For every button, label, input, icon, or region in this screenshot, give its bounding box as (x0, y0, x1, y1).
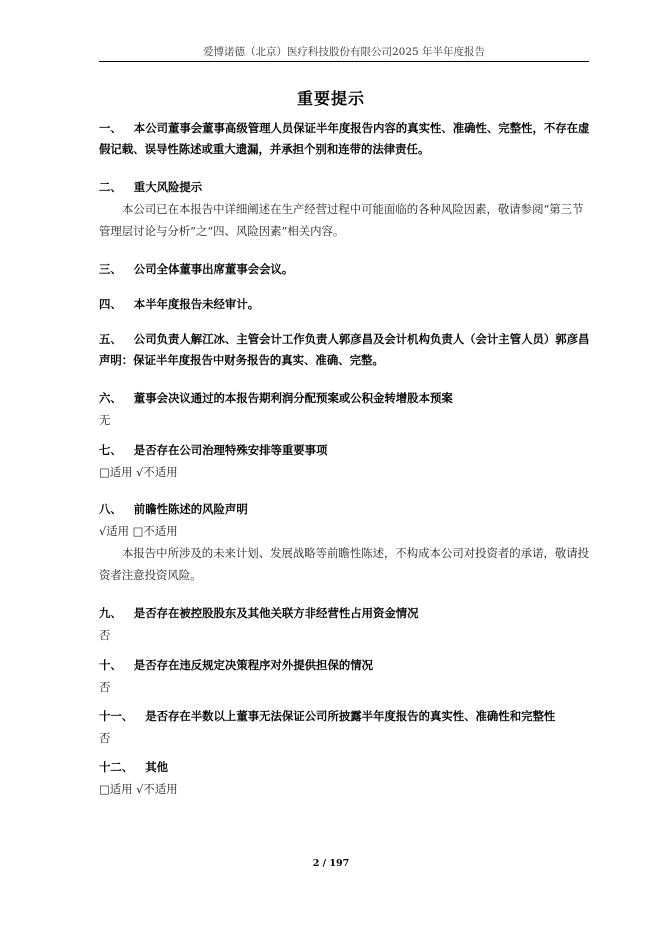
section-7 (99, 440, 591, 483)
section-heading-text: 本公司董事会董事高级管理人员保证半年度报告内容的真实性、准确性、完整性，不存在虚假记载、误导性陈述或重大遗漏，并承担个别和连带的法律责任。 (99, 121, 590, 156)
section-number: 八、 (99, 502, 122, 516)
section-number: 十、 (99, 658, 122, 672)
section-3-heading (99, 259, 591, 280)
section-number: 一、 (99, 121, 122, 135)
section-12-answer: □适用 √不适用 (99, 782, 178, 796)
section-12 (99, 757, 591, 800)
section-heading-text: 本半年度报告未经审计。 (133, 297, 260, 311)
section-4 (99, 294, 591, 315)
section-10-answer: 否 (99, 680, 111, 694)
section-4-heading (99, 294, 591, 315)
header-divider (99, 61, 589, 62)
page-title: 重要提示 (296, 89, 365, 108)
section-10-heading (99, 655, 591, 676)
section-2-body: 本公司已在本报告中详细阐述在生产经营过程中可能面临的各种风险因素，敬请参阅“第三节管理层讨论与分析”之“四、风险因素”相关内容。 (99, 202, 584, 238)
section-heading-text: 公司负责人解江冰、主管会计工作负责人郭彦昌及会计机构负责人（会计主管人员）郭彦昌声明：保证半年度报告中财务报告的真实、准确、完整。 (99, 332, 590, 367)
section-11-heading (99, 706, 591, 727)
section-7-answer: □适用 √不适用 (99, 465, 178, 479)
section-heading-text: 前瞻性陈述的风险声明 (133, 502, 248, 516)
section-number: 十二、 (99, 760, 134, 774)
page-number: 2 / 197 (312, 858, 350, 869)
section-heading-text: 重大风险提示 (133, 180, 203, 194)
section-number: 三、 (99, 262, 122, 276)
running-header: 爱博诺德（北京）医疗科技股份有限公司2025 年半年度报告 (202, 46, 486, 58)
section-3 (99, 259, 591, 280)
section-11-answer: 否 (99, 731, 111, 745)
section-8-answer: √适用 □不适用 (99, 524, 178, 538)
section-heading-text: 是否存在被控股股东及其他关联方非经营性占用资金情况 (133, 606, 419, 620)
section-1 (99, 118, 591, 160)
section-number: 七、 (99, 443, 122, 457)
section-heading-text: 是否存在违反规定决策程序对外提供担保的情况 (133, 658, 374, 672)
section-8-body: 本报告中所涉及的未来计划、发展战略等前瞻性陈述，不构成本公司对投资者的承诺，敬请投资者注意投资风险。 (99, 546, 590, 582)
section-heading-text: 公司全体董事出席董事会会议。 (133, 262, 294, 276)
section-1-heading (99, 118, 591, 160)
section-7-heading (99, 440, 591, 461)
section-number: 五、 (99, 332, 122, 346)
section-9-answer: 否 (99, 628, 111, 642)
section-number: 二、 (99, 180, 122, 194)
section-heading-text: 董事会决议通过的本报告期利润分配预案或公积金转增股本预案 (133, 391, 453, 405)
section-8 (99, 499, 591, 586)
section-6 (99, 388, 591, 431)
section-number: 六、 (99, 391, 122, 405)
section-9-heading (99, 603, 591, 624)
section-5 (99, 329, 591, 371)
section-number: 九、 (99, 606, 122, 620)
section-heading-text: 是否存在公司治理特殊安排等重要事项 (133, 443, 328, 457)
section-6-heading (99, 388, 591, 409)
section-2-heading (99, 177, 591, 198)
section-6-answer: 无 (99, 413, 111, 427)
section-11 (99, 706, 591, 749)
section-8-heading (99, 499, 591, 520)
section-5-heading (99, 329, 591, 371)
section-10 (99, 655, 591, 698)
section-12-heading (99, 757, 591, 778)
section-number: 十一、 (99, 709, 134, 723)
section-number: 四、 (99, 297, 122, 311)
section-heading-text: 其他 (145, 760, 168, 774)
section-9 (99, 603, 591, 646)
section-heading-text: 是否存在半数以上董事无法保证公司所披露半年度报告的真实性、准确性和完整性 (145, 709, 556, 723)
section-2 (99, 177, 591, 242)
